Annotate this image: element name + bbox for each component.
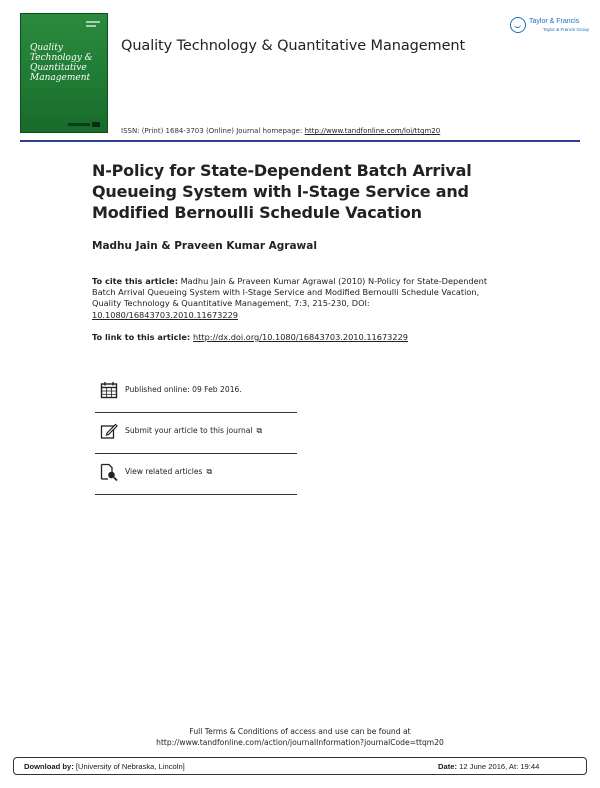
edit-icon xyxy=(100,422,118,440)
citation-text: Madhu Jain & Praveen Kumar Agrawal (2010) N-Policy for State-Dependent Batch Arrival Queueing System with l-Stage Service and Modified Bernoulli Schedule Vacation, Quality Technology & Quantitative Management, 7:3, 215-230, DOI: xyxy=(92,276,488,309)
submit-article-link[interactable] xyxy=(125,426,262,436)
published-online-row xyxy=(95,372,297,413)
download-date-value: 12 June 2016, At: 19:44 xyxy=(457,762,540,771)
cover-publisher-mark xyxy=(92,122,100,127)
publisher-logo-sub: Taylor & Francis Group xyxy=(543,27,590,32)
downloaded-by xyxy=(24,762,185,771)
related-articles-link[interactable] xyxy=(125,467,212,477)
cover-title: Quality Technology & Quantitative Management xyxy=(30,43,93,83)
citation xyxy=(92,276,492,321)
terms-footer xyxy=(0,726,600,748)
header-divider xyxy=(20,140,580,142)
article-link-line xyxy=(92,332,408,342)
cover-decoration xyxy=(86,25,96,27)
downloaded-by-value: [University of Nebraska, Lincoln] xyxy=(73,762,185,771)
download-date xyxy=(438,762,539,771)
citation-doi-link[interactable]: 10.1080/16843703.2010.11673229 xyxy=(92,309,239,320)
terms-text: Full Terms & Conditions of access and use can be found at xyxy=(189,727,411,736)
downloaded-by-label: Download by: xyxy=(24,762,74,771)
article-doi-url[interactable]: http://dx.doi.org/10.1080/16843703.2010.11673229 xyxy=(193,332,409,342)
divider xyxy=(95,494,297,495)
article-link-label: To link to this article: xyxy=(92,332,193,342)
citation-label: To cite this article: xyxy=(92,276,178,286)
article-authors: Madhu Jain & Praveen Kumar Agrawal xyxy=(92,240,317,252)
issn-line xyxy=(121,127,440,135)
cover-publisher-mark xyxy=(68,123,90,126)
submit-article-row[interactable] xyxy=(95,413,297,454)
article-title: N-Policy for State-Dependent Batch Arrival Queueing System with l-Stage Service and Modified Bernoulli Schedule Vacation xyxy=(92,161,472,222)
journal-cover xyxy=(20,13,108,133)
related-articles-text: View related articles xyxy=(125,467,203,476)
submit-article-text: Submit your article to this journal xyxy=(125,426,253,435)
external-link-icon: ⧉ xyxy=(256,426,263,435)
related-articles-icon xyxy=(100,463,118,481)
issn-text: ISSN: (Print) 1684-3703 (Online) Journal homepage: xyxy=(121,127,305,135)
journal-title: Quality Technology & Quantitative Management xyxy=(121,38,466,54)
publisher-logo-icon xyxy=(510,17,526,33)
download-date-label: Date: xyxy=(438,762,457,771)
calendar-icon xyxy=(100,381,118,399)
journal-homepage-link[interactable]: http://www.tandfonline.com/loi/ttqm20 xyxy=(304,127,441,135)
publisher-logo[interactable] xyxy=(510,16,590,38)
published-online-text: Published online: 09 Feb 2016. xyxy=(125,385,242,394)
related-articles-row[interactable] xyxy=(95,454,297,495)
cover-decoration xyxy=(86,21,100,23)
external-link-icon: ⧉ xyxy=(206,467,213,476)
download-info-bar xyxy=(13,757,587,775)
publisher-logo-name: Taylor & Francis xyxy=(529,18,580,25)
terms-url[interactable]: http://www.tandfonline.com/action/journalInformation?journalCode=ttqm20 xyxy=(156,738,444,747)
